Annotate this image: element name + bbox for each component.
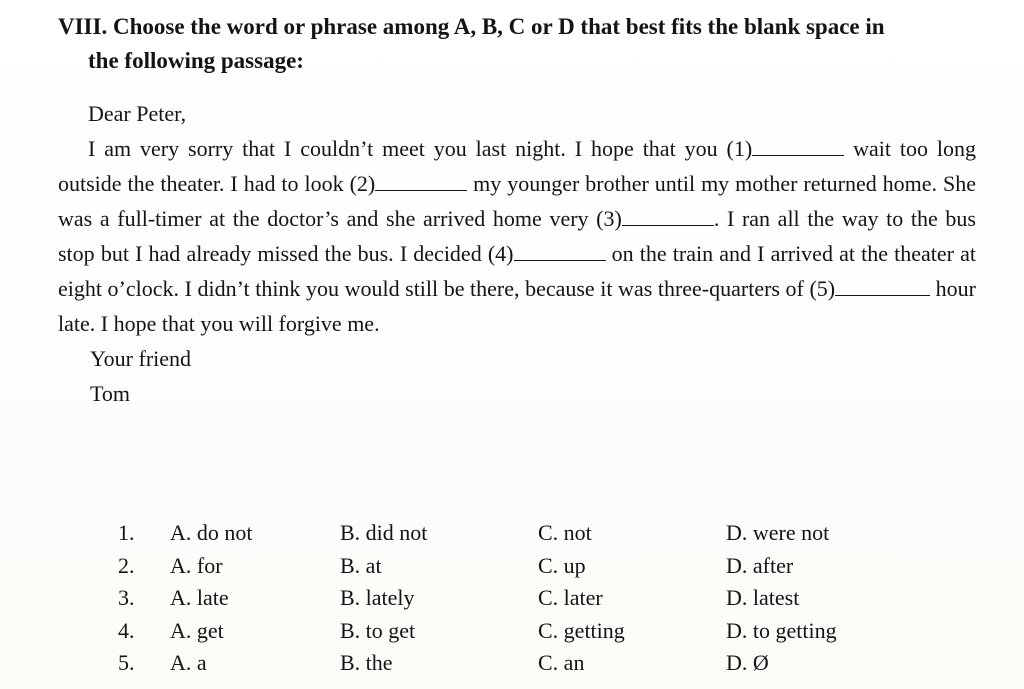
option-b: B. did not bbox=[340, 520, 428, 545]
option-row-4 bbox=[118, 618, 898, 651]
option-row-1 bbox=[118, 520, 898, 553]
letter-closing: Your friend bbox=[90, 346, 192, 371]
exercise-title-line-1: VIII. Choose the word or phrase among A, B, C or D that best fits the blank space in bbox=[58, 14, 885, 39]
option-b: B. the bbox=[340, 650, 393, 675]
question-number: 2. bbox=[118, 552, 135, 578]
letter-text-segment-4: . I ran all the way to the bus stop but I had already missed the bus. I decided (4) bbox=[58, 206, 976, 266]
option-a: A. late bbox=[170, 585, 229, 610]
blank-3 bbox=[622, 207, 714, 226]
letter-text-segment-2: wait too long outside the theater. I had to look (2) bbox=[58, 136, 976, 196]
option-a: A. a bbox=[170, 650, 207, 675]
letter-passage bbox=[58, 96, 976, 411]
option-b: B. lately bbox=[340, 585, 415, 610]
option-a: A. do not bbox=[170, 520, 253, 545]
exercise-heading bbox=[58, 10, 988, 78]
option-c: C. not bbox=[538, 520, 592, 545]
option-c: C. later bbox=[538, 585, 603, 610]
option-row-5 bbox=[118, 650, 898, 683]
letter-signature: Tom bbox=[90, 381, 131, 406]
option-d: D. Ø bbox=[726, 650, 769, 675]
letter-text-segment-5: on the train and I arrived at the theater at eight o’clock. I didn’t think you would still be there, because it was three-quarters of (5) bbox=[58, 241, 976, 301]
option-d: D. were not bbox=[726, 520, 830, 545]
option-c: C. getting bbox=[538, 617, 625, 643]
question-number: 4. bbox=[118, 617, 135, 643]
option-a: A. for bbox=[170, 552, 223, 578]
blank-2 bbox=[375, 172, 467, 191]
exercise-title-line-2: the following passage: bbox=[88, 48, 304, 73]
question-number: 1. bbox=[118, 520, 135, 545]
answer-options bbox=[118, 520, 898, 683]
question-number: 5. bbox=[118, 650, 135, 675]
option-b: B. at bbox=[340, 552, 382, 578]
option-b: B. to get bbox=[340, 617, 416, 643]
option-c: C. up bbox=[538, 552, 586, 578]
letter-text-segment-6: hour late. I hope that you will forgive me. bbox=[58, 276, 977, 336]
letter-text-segment-3: my younger brother until my mother returned home. She was a full-timer at the doctor’s and she arrived home very (3) bbox=[58, 171, 976, 231]
option-d: D. to getting bbox=[726, 617, 837, 643]
letter-greeting: Dear Peter, bbox=[88, 101, 187, 126]
option-c: C. an bbox=[538, 650, 585, 675]
option-d: D. after bbox=[726, 552, 794, 578]
blank-4 bbox=[514, 242, 606, 261]
question-number: 3. bbox=[118, 585, 135, 610]
letter-body bbox=[58, 131, 976, 341]
option-d: D. latest bbox=[726, 585, 800, 610]
letter-text-segment-1: I am very sorry that I couldn’t meet you last night. I hope that you (1) bbox=[88, 136, 753, 161]
blank-5 bbox=[835, 277, 930, 296]
option-row-2 bbox=[118, 553, 898, 586]
option-a: A. get bbox=[170, 617, 224, 643]
option-row-3 bbox=[118, 585, 898, 618]
blank-1 bbox=[752, 137, 844, 156]
